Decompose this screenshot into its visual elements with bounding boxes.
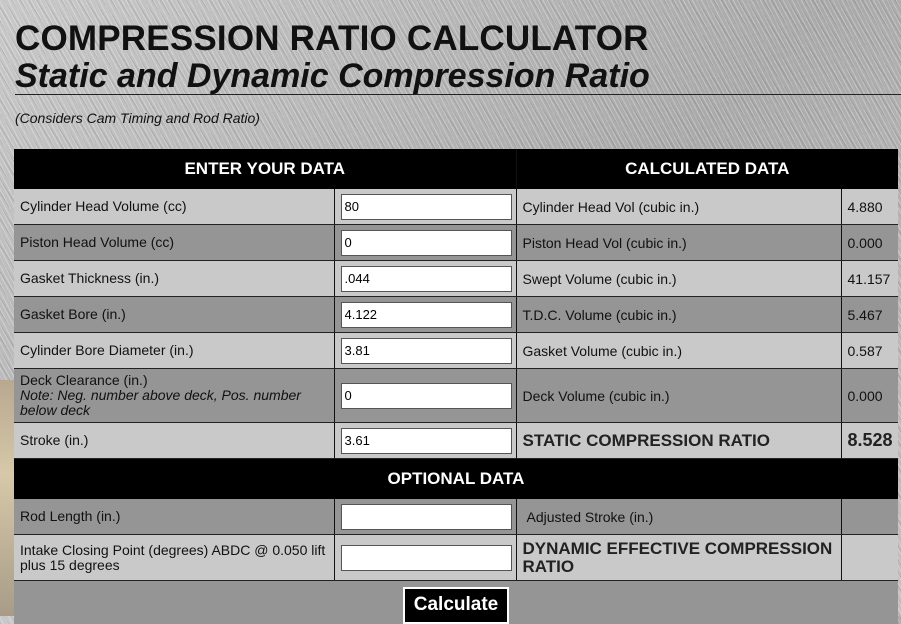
calculated-data-heading: CALCULATED DATA <box>516 149 898 189</box>
table-row <box>14 261 898 297</box>
cylinder-head-vol-output-value: 4.880 <box>841 189 898 225</box>
deck-clearance-input[interactable] <box>341 383 512 409</box>
table-row <box>14 297 898 333</box>
table-row <box>14 225 898 261</box>
piston-head-vol-output-label: Piston Head Vol (cubic in.) <box>516 225 841 261</box>
button-row <box>14 581 898 624</box>
table-row <box>14 369 898 423</box>
gasket-thickness-label: Gasket Thickness (in.) <box>14 261 334 297</box>
section-header-row <box>14 149 898 189</box>
rod-length-input[interactable] <box>341 504 512 530</box>
cylinder-head-vol-output-label: Cylinder Head Vol (cubic in.) <box>516 189 841 225</box>
dynamic-compression-ratio-label: DYNAMIC EFFECTIVE COMPRESSION RATIO <box>516 535 841 581</box>
deck-clearance-label: Deck Clearance (in.) <box>20 373 328 388</box>
dynamic-compression-ratio-value <box>841 535 898 581</box>
piston-head-vol-output-value: 0.000 <box>841 225 898 261</box>
header-divider <box>15 94 901 95</box>
enter-data-heading: ENTER YOUR DATA <box>14 149 516 189</box>
table-row <box>14 189 898 225</box>
piston-head-volume-label: Piston Head Volume (cc) <box>14 225 334 261</box>
table-row <box>14 423 898 459</box>
cylinder-head-volume-input[interactable] <box>341 194 512 220</box>
piston-head-volume-input[interactable] <box>341 230 512 256</box>
deck-clearance-note: Note: Neg. number above deck, Pos. number below deck <box>20 388 328 418</box>
table-row <box>14 499 898 535</box>
stroke-input[interactable] <box>341 428 512 454</box>
gasket-bore-label: Gasket Bore (in.) <box>14 297 334 333</box>
calculate-button[interactable]: Calculate <box>403 587 509 624</box>
deck-clearance-cell <box>14 369 334 423</box>
calculator-table <box>14 149 898 624</box>
static-compression-ratio-value: 8.528 <box>841 423 898 459</box>
adjusted-stroke-output-label: Adjusted Stroke (in.) <box>516 499 841 535</box>
deck-volume-output-value: 0.000 <box>841 369 898 423</box>
button-cell <box>14 581 898 624</box>
deck-volume-output-label: Deck Volume (cubic in.) <box>516 369 841 423</box>
static-compression-ratio-label: STATIC COMPRESSION RATIO <box>516 423 841 459</box>
swept-volume-output-label: Swept Volume (cubic in.) <box>516 261 841 297</box>
intake-closing-point-input[interactable] <box>341 545 512 571</box>
cylinder-bore-diameter-input[interactable] <box>341 338 512 364</box>
cylinder-bore-diameter-label: Cylinder Bore Diameter (in.) <box>14 333 334 369</box>
gasket-thickness-input[interactable] <box>341 266 512 292</box>
stroke-label: Stroke (in.) <box>14 423 334 459</box>
swept-volume-output-value: 41.157 <box>841 261 898 297</box>
intake-closing-point-label: Intake Closing Point (degrees) ABDC @ 0.050 lift plus 15 degrees <box>14 535 334 581</box>
gasket-volume-output-value: 0.587 <box>841 333 898 369</box>
optional-data-heading: OPTIONAL DATA <box>14 459 898 500</box>
background-accent <box>0 380 14 616</box>
tdc-volume-output-label: T.D.C. Volume (cubic in.) <box>516 297 841 333</box>
page-subtitle: Static and Dynamic Compression Ratio <box>15 57 650 95</box>
gasket-bore-input[interactable] <box>341 302 512 328</box>
page-note: (Considers Cam Timing and Rod Ratio) <box>15 110 260 126</box>
table-row <box>14 333 898 369</box>
optional-header-row <box>14 459 898 500</box>
rod-length-label: Rod Length (in.) <box>14 499 334 535</box>
table-row <box>14 535 898 581</box>
tdc-volume-output-value: 5.467 <box>841 297 898 333</box>
gasket-volume-output-label: Gasket Volume (cubic in.) <box>516 333 841 369</box>
cylinder-head-volume-label: Cylinder Head Volume (cc) <box>14 189 334 225</box>
page-title: COMPRESSION RATIO CALCULATOR <box>15 20 649 58</box>
adjusted-stroke-output-value <box>841 499 898 535</box>
